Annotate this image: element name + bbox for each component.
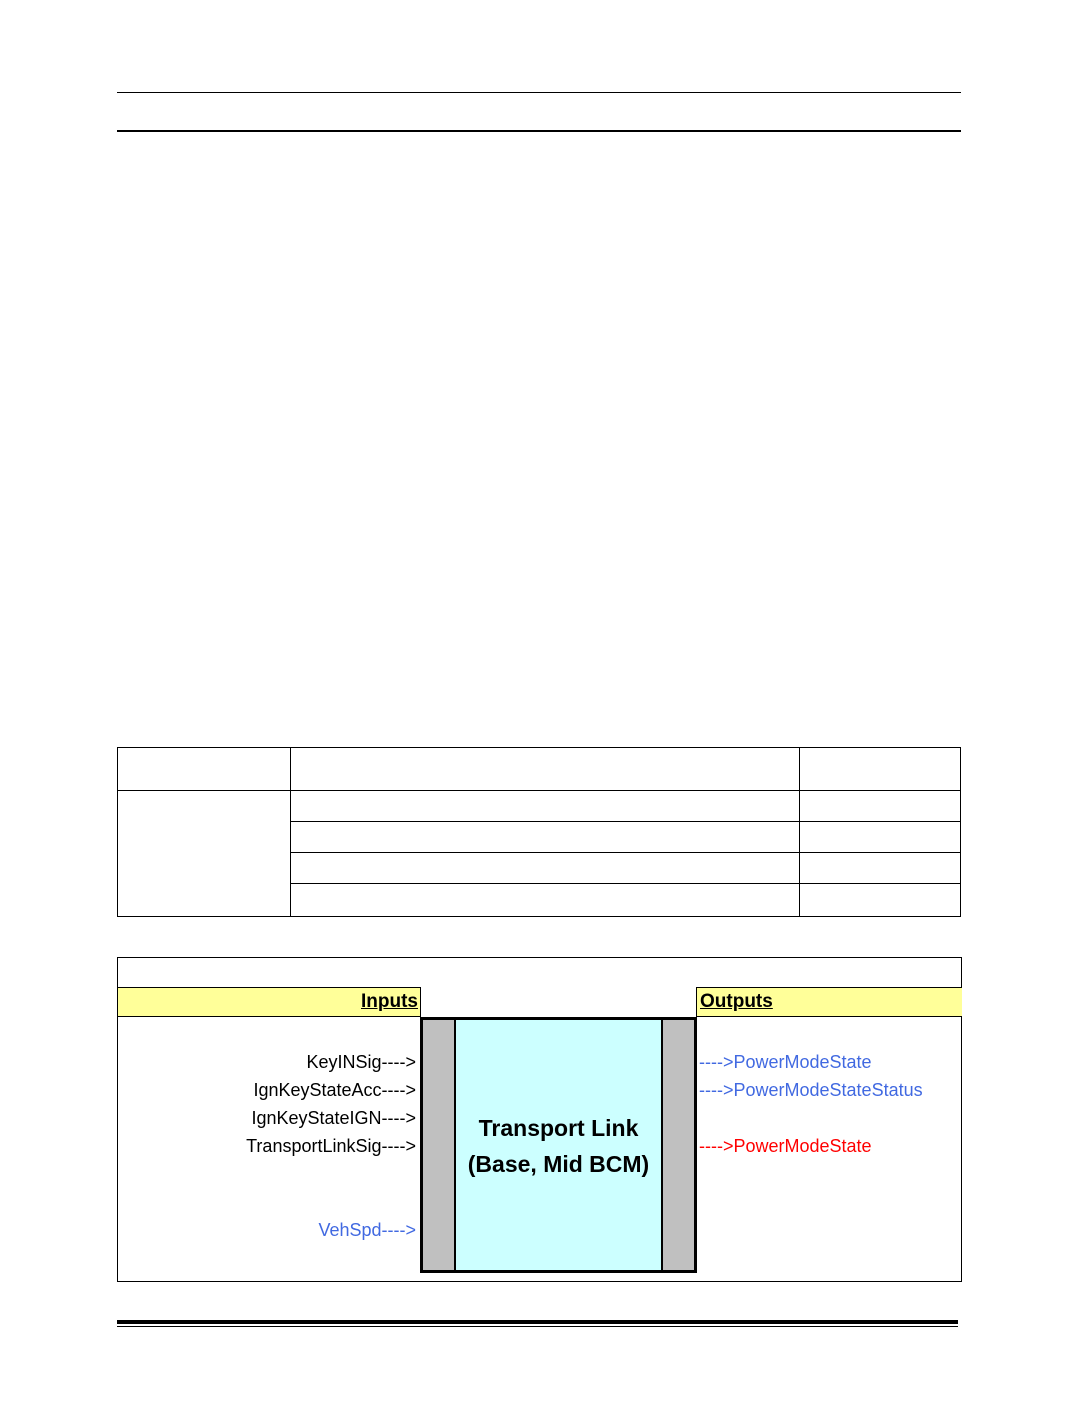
block-title [458,1110,659,1182]
input-signal-ignkeystateign: IgnKeyStateIGN----> [251,1108,416,1128]
header-rule-top [117,92,961,93]
table-row [799,790,961,822]
footer-rule-thin [117,1326,958,1327]
signal-block-diagram [117,957,962,1282]
table-merged-cell [117,790,291,917]
table-row [290,852,800,884]
table-header-cell [117,747,291,791]
footer-rule-thick [117,1320,958,1324]
transport-link-block [420,1017,697,1273]
output-signal-powermodestate-red: ---->PowerModeState [699,1136,872,1156]
outputs-header: Outputs [696,987,962,1017]
table-row [290,821,800,853]
block-left-bar [423,1020,456,1270]
input-signal-ignkeystateacc: IgnKeyStateAcc----> [253,1080,416,1100]
table-row [799,821,961,853]
output-signal-powermodestatestatus: ---->PowerModeStateStatus [699,1080,923,1100]
inputs-header: Inputs [118,987,421,1017]
table-row [290,790,800,822]
input-signal-transportlinksig: TransportLinkSig----> [246,1136,416,1156]
requirements-table [117,747,961,917]
table-row [799,852,961,884]
table-header-cell [799,747,961,791]
block-right-bar [661,1020,694,1270]
block-title-line1: Transport Link [478,1115,639,1141]
block-title-line2: (Base, Mid BCM) [467,1151,650,1177]
table-header-cell [290,747,800,791]
header-rule-bottom [117,130,961,132]
table-row [799,883,961,917]
output-signal-powermodestate: ---->PowerModeState [699,1052,872,1072]
input-signal-keyinsig: KeyINSig----> [306,1052,416,1072]
input-signal-vehspd: VehSpd----> [318,1220,416,1240]
table-row [290,883,800,917]
